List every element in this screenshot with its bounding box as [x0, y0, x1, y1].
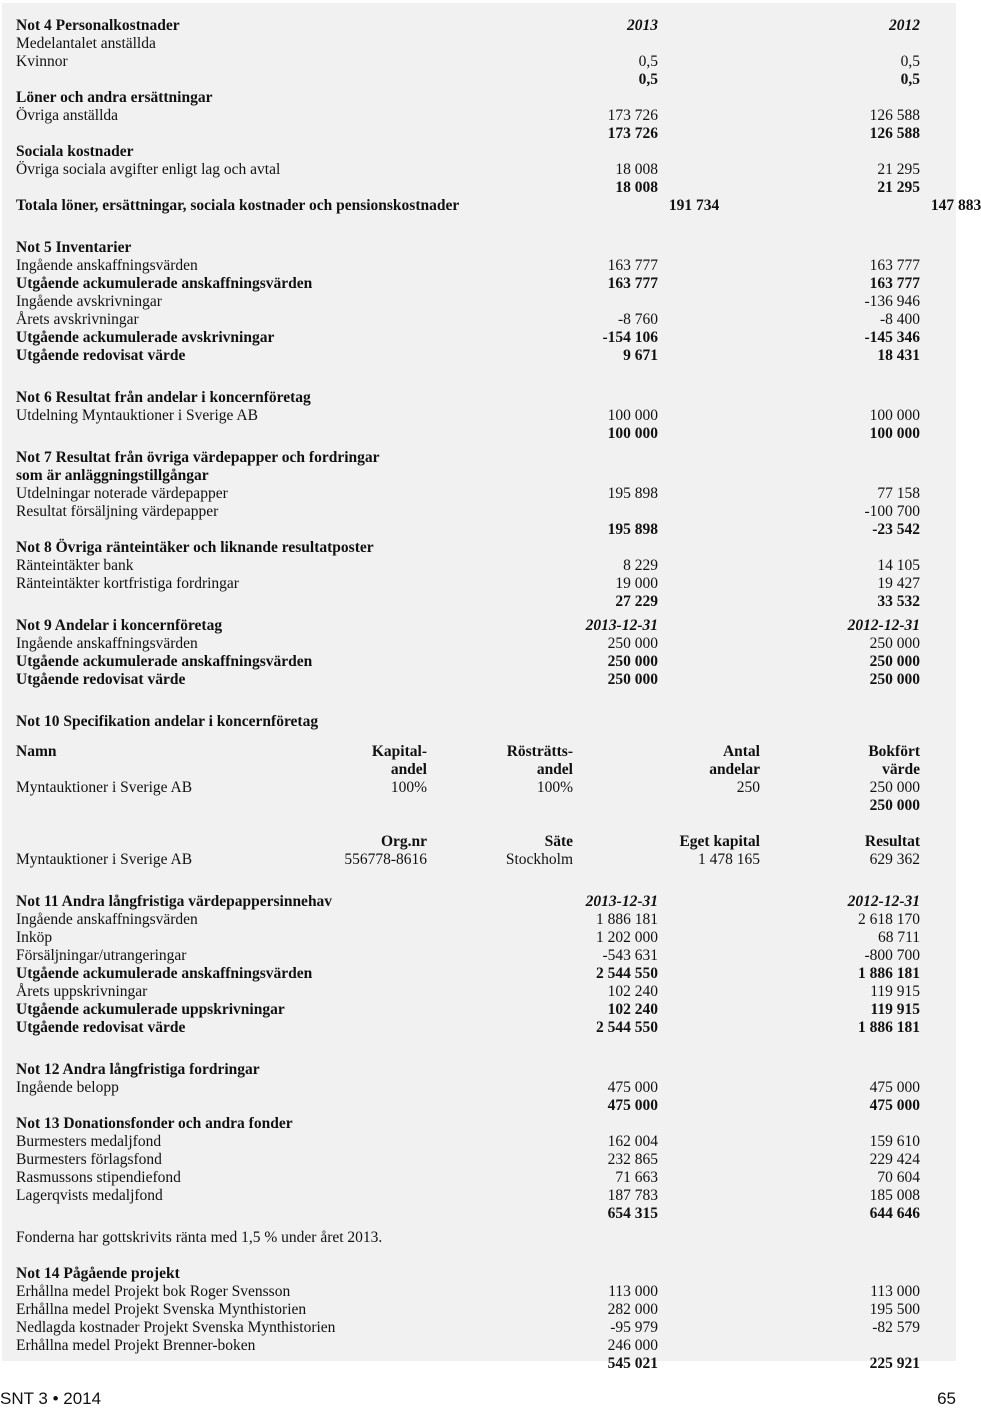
table-row: Ingående anskaffningsvärden 1 886 181 2 618 170	[16, 911, 920, 928]
table-row: Försäljningar/utrangeringar -543 631 -800 700	[16, 947, 920, 964]
note-13-header: Not 13 Donationsfonder och andra fonder	[16, 1115, 293, 1132]
note-9-header: Not 9 Andelar i koncernföretag 2013-12-31 2012-12-31	[16, 617, 920, 634]
total-row: Totala löner, ersättningar, sociala kostnader och pensionskostnader 191 734 147 883	[16, 197, 981, 214]
subtotal-row: 18 008 21 295	[615, 179, 920, 196]
table-row: Utdelning Myntauktioner i Sverige AB 100 000 100 000	[16, 407, 920, 424]
fund-interest-note: Fonderna har gottskrivits ränta med 1,5 % under året 2013.	[16, 1229, 383, 1246]
note-10-header: Not 10 Specifikation andelar i koncernföretag	[16, 713, 319, 730]
note-7-header-line2: som är anläggningstillgångar	[16, 467, 209, 484]
total-row: Utgående redovisat värde 9 671 18 431	[16, 347, 920, 364]
note-11-header: Not 11 Andra långfristiga värdepappersinnehav 2013-12-31 2012-12-31	[16, 893, 920, 910]
table-row: Övriga anställda 173 726 126 588	[16, 107, 920, 124]
note-12-header: Not 12 Andra långfristiga fordringar	[16, 1061, 260, 1078]
total-row: Utgående redovisat värde 250 000 250 000	[16, 671, 920, 688]
table-row: Erhållna medel Projekt Svenska Mynthistorien 282 000 195 500	[16, 1301, 920, 1318]
total-row: Utgående redovisat värde 2 544 550 1 886 181	[16, 1019, 920, 1036]
subtotal-row: 545 021 225 921	[607, 1355, 920, 1372]
table-row: Erhållna medel Projekt Brenner-boken 246 000	[16, 1337, 658, 1354]
subtotal-row: 173 726 126 588	[607, 125, 920, 142]
note-7-header: Not 7 Resultat från övriga värdepapper och fordringar	[16, 449, 380, 466]
note-5-header: Not 5 Inventarier	[16, 239, 132, 256]
subtotal-row: Utgående ackumulerade uppskrivningar 102 240 119 915	[16, 1001, 920, 1018]
table-row: Burmesters förlagsfond 232 865 229 424	[16, 1151, 920, 1168]
section-heading: Sociala kostnader	[16, 143, 134, 160]
table-row: Myntauktioner i Sverige AB 556778-8616 Stockholm 1 478 165 629 362	[16, 851, 920, 868]
table-row: Medelantalet anställda	[16, 35, 156, 52]
subtotal-row: Utgående ackumulerade avskrivningar -154 106 -145 346	[16, 329, 920, 346]
note-14-header: Not 14 Pågående projekt	[16, 1265, 180, 1282]
table-row: Ingående anskaffningsvärden 250 000 250 000	[16, 635, 920, 652]
subtotal-row: 475 000 475 000	[607, 1097, 920, 1114]
page-number: 65	[937, 1389, 956, 1408]
table-row: Utdelningar noterade värdepapper 195 898 77 158	[16, 485, 920, 502]
subtotal-row: 654 315 644 646	[607, 1205, 920, 1222]
table-row: Myntauktioner i Sverige AB 100% 100% 250 250 000	[16, 779, 920, 796]
table-header-row: Org.nr Säte Eget kapital Resultat	[380, 833, 920, 850]
table-row: Burmesters medaljfond 162 004 159 610	[16, 1133, 920, 1150]
table-row: Årets avskrivningar -8 760 -8 400	[16, 311, 920, 328]
table-row: Övriga sociala avgifter enligt lag och avtal 18 008 21 295	[16, 161, 920, 178]
table-row: Kvinnor 0,5 0,5	[16, 53, 920, 70]
subtotal-row: Utgående ackumulerade anskaffningsvärden 163 777 163 777	[16, 275, 920, 292]
publication-label: SNT 3 • 2014	[0, 1389, 102, 1408]
document-page	[2, 3, 981, 1372]
table-row: Nedlagda kostnader Projekt Svenska Mynthistorien -95 979 -82 579	[16, 1319, 920, 1336]
note-4-header: Not 4 Personalkostnader 2013 2012	[16, 17, 920, 34]
subtotal-row: Utgående ackumulerade anskaffningsvärden 250 000 250 000	[16, 653, 920, 670]
table-row: Ränteintäkter kortfristiga fordringar 19 000 19 427	[16, 575, 920, 592]
subtotal-row: Utgående ackumulerade anskaffningsvärden 2 544 550 1 886 181	[16, 965, 920, 982]
note-6-header: Not 6 Resultat från andelar i koncernföretag	[16, 389, 311, 406]
subtotal-row: 250 000	[869, 797, 920, 814]
table-row: Inköp 1 202 000 68 711	[16, 929, 920, 946]
table-row: Rasmussons stipendiefond 71 663 70 604	[16, 1169, 920, 1186]
table-row: Resultat försäljning värdepapper -100 700	[16, 503, 920, 520]
table-row: Ingående avskrivningar -136 946	[16, 293, 920, 310]
table-header-row: Namn Kapital- Rösträtts- Antal Bokfört	[16, 743, 920, 760]
table-row: Lagerqvists medaljfond 187 783 185 008	[16, 1187, 920, 1204]
table-row: Ränteintäkter bank 8 229 14 105	[16, 557, 920, 574]
table-header-row: andel andel andelar värde	[390, 761, 920, 778]
subtotal-row: 195 898 -23 542	[607, 521, 920, 538]
table-row: Ingående anskaffningsvärden 163 777 163 777	[16, 257, 920, 274]
subtotal-row: 100 000 100 000	[607, 425, 920, 442]
notes-document	[16, 17, 981, 1373]
note-8-header: Not 8 Övriga ränteintäker och liknande resultatposter	[16, 539, 374, 556]
table-row: Årets uppskrivningar 102 240 119 915	[16, 983, 920, 1000]
table-row: Erhållna medel Projekt bok Roger Svensson 113 000 113 000	[16, 1283, 920, 1300]
table-row: Ingående belopp 475 000 475 000	[16, 1079, 920, 1096]
subtotal-row: 27 229 33 532	[615, 593, 920, 610]
subtotal-row: 0,5 0,5	[638, 71, 920, 88]
section-heading: Löner och andra ersättningar	[16, 89, 213, 106]
